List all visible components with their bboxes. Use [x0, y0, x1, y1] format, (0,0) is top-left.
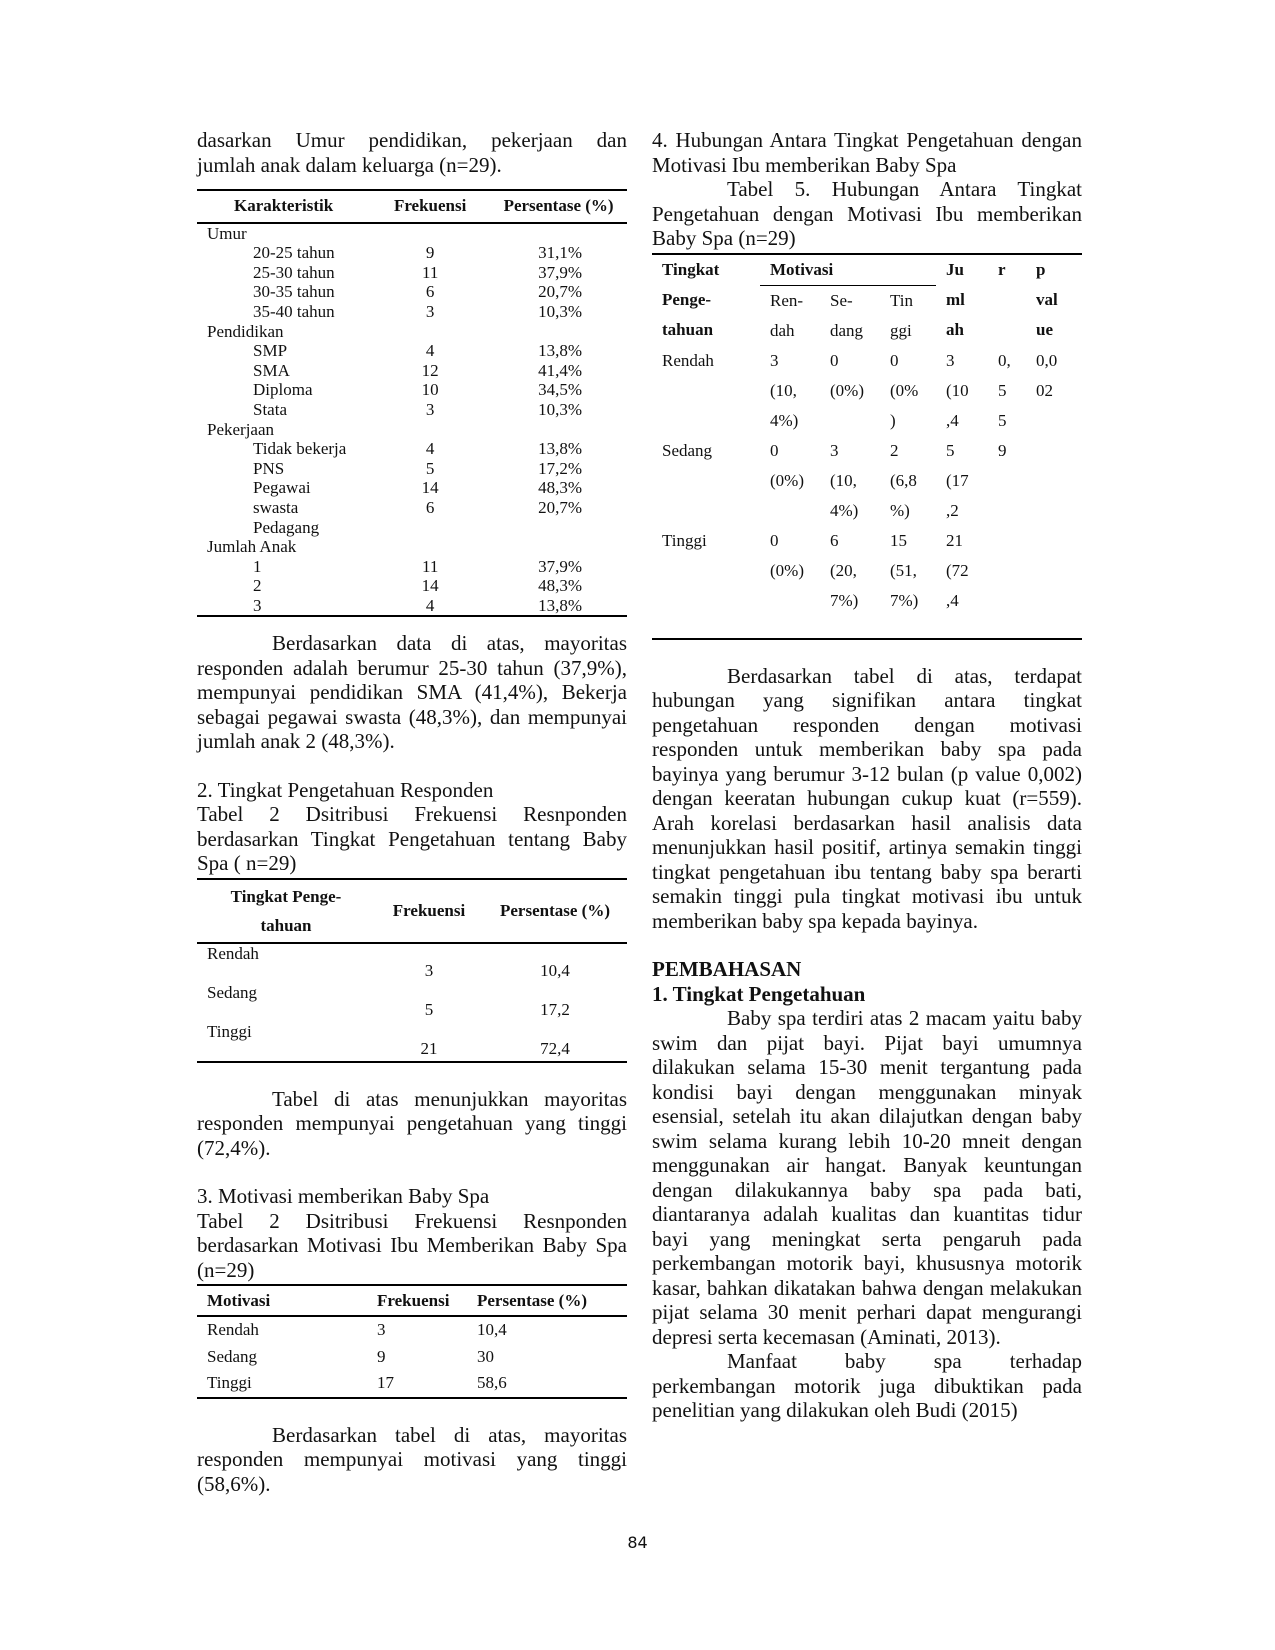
table1-cell-persentase: 17,2%	[538, 458, 583, 478]
table4-sub-rendah-1: Ren-	[770, 290, 804, 310]
table-row	[197, 263, 627, 283]
table-row	[197, 576, 627, 596]
table4-cell-rendah	[760, 436, 820, 526]
table1-cell-frekuensi: 3	[425, 399, 435, 419]
table1-cell-karakteristik: Stata	[253, 399, 287, 419]
table4-cell-tinggi	[880, 526, 936, 639]
table4-cell-tinggi-line: )	[890, 410, 896, 430]
table2-cell-tingkat: Tinggi	[207, 1021, 252, 1041]
table2-cell-persentase: 72,4	[540, 1039, 570, 1059]
table3-cell-frekuensi: 3	[377, 1320, 386, 1340]
table4-cell-jumlah	[936, 526, 988, 639]
table4-header-jumlah-2: ml	[946, 289, 965, 309]
table1-cell-persentase	[490, 518, 627, 538]
table1-group-row	[197, 420, 627, 440]
table4-cell-sedang-line: 4%)	[830, 500, 859, 520]
table1-cell-frekuensi: 11	[421, 556, 439, 576]
table2-body	[197, 943, 627, 1062]
table4-cell-tinggi-line: 0	[890, 350, 899, 370]
table1-cell-persentase: 13,8%	[538, 341, 583, 361]
table1-header-frekuensi: Frekuensi	[370, 190, 490, 223]
table4-sub-sedang-1: Se-	[830, 290, 853, 310]
table4-cell-label: Rendah	[662, 350, 714, 370]
table4-cell-jumlah	[936, 346, 988, 436]
table-row	[197, 557, 627, 577]
table-row	[197, 498, 627, 518]
table4-header-jumlah-3: ah	[946, 319, 964, 339]
table4-cell-sedang-line: (0%)	[830, 380, 864, 400]
table-knowledge	[197, 878, 627, 1063]
table4-cell-rendah-line: 0	[770, 530, 779, 550]
table1-cell-karakteristik: PNS	[253, 458, 285, 478]
table1-group-label: Pekerjaan	[207, 419, 275, 439]
table-row	[197, 478, 627, 498]
table-row	[197, 983, 627, 1022]
table1-group-label: Umur	[207, 223, 247, 243]
table4-header-p-1: p	[1036, 259, 1046, 279]
table4-cell-r-line: 9	[998, 440, 1007, 460]
paragraph-motivation: Berdasarkan tabel di atas, mayoritas responden mempunyai motivasi yang tinggi (58,6%).	[197, 1422, 627, 1496]
table4-cell-sedang-line: (10,	[830, 470, 857, 490]
table1-cell-persentase: 37,9%	[538, 556, 583, 576]
table4-header-tingkat-3: tahuan	[662, 319, 714, 339]
table1-group-row	[197, 322, 627, 342]
table1-cell-frekuensi	[370, 518, 490, 538]
table4-cell-jumlah-line: 5	[946, 440, 955, 460]
table4-cell-tinggi	[880, 346, 936, 436]
table1-cell-karakteristik: Tidak bekerja	[253, 439, 347, 459]
table1-cell-frekuensi: 6	[425, 282, 435, 302]
table-relationship	[652, 253, 1082, 640]
table4-cell-jumlah-line: (72	[946, 560, 969, 580]
table2-header-tingkat-line1: Tingkat Penge-	[230, 886, 342, 906]
table4-cell-tinggi	[880, 436, 936, 526]
table1-cell-karakteristik: 30-35 tahun	[253, 282, 335, 302]
table1-cell-persentase: 10,3%	[538, 301, 583, 321]
table-motivation	[197, 1284, 627, 1398]
table-row	[197, 341, 627, 361]
table1-cell-frekuensi: 4	[425, 341, 435, 361]
table4-header-jumlah-1: Ju	[946, 259, 964, 279]
table1-cell-karakteristik: 35-40 tahun	[253, 301, 335, 321]
table4-cell-tinggi-line: (51,	[890, 560, 917, 580]
table4-cell-sedang	[820, 436, 880, 526]
table4-header-r-1: r	[998, 259, 1006, 279]
table1-group-label: Pendidikan	[207, 321, 284, 341]
table4-cell-label: Tinggi	[662, 530, 707, 550]
table4-cell-r-line: 5	[998, 380, 1007, 400]
table3-cell-persentase: 58,6	[477, 1373, 507, 1393]
table1-cell-karakteristik: 25-30 tahun	[253, 262, 335, 282]
table4-cell-rendah-line: 4%)	[770, 410, 799, 430]
table1-cell-frekuensi: 10	[421, 380, 439, 400]
table4-sub-rendah-2: dah	[770, 320, 795, 340]
table4-cell-p-line: 02	[1036, 380, 1053, 400]
table4-header-motivasi: Motivasi	[760, 254, 936, 286]
table1-cell-frekuensi: 11	[421, 262, 439, 282]
table-row	[197, 380, 627, 400]
table3-body	[197, 1316, 627, 1398]
table1-cell-frekuensi: 12	[421, 360, 439, 380]
table1-cell-frekuensi: 4	[425, 595, 435, 615]
table4-header-p-2: val	[1036, 289, 1058, 309]
table4-sub-tinggi-1: Tin	[890, 290, 914, 310]
table1-cell-persentase: 13,8%	[538, 439, 583, 459]
table2-cell-frekuensi: 21	[420, 1039, 438, 1059]
table4-cell-rendah-line: (10,	[770, 380, 797, 400]
subheading-tingkat-pengetahuan: 1. Tingkat Pengetahuan	[652, 981, 866, 1006]
table4-header-r	[988, 254, 1026, 346]
table4-body	[652, 346, 1082, 639]
table4-cell-jumlah-line: 21	[946, 530, 963, 550]
table1-cell-karakteristik: SMP	[253, 341, 288, 361]
table4-cell-sedang-line: (20,	[830, 560, 857, 580]
table1-cell-frekuensi: 3	[425, 301, 435, 321]
table1-cell-persentase: 41,4%	[538, 360, 583, 380]
table-row	[197, 282, 627, 302]
table1-cell-persentase: 31,1%	[538, 243, 583, 263]
table1-cell-persentase: 20,7%	[538, 282, 583, 302]
table2-cell-tingkat: Sedang	[207, 982, 258, 1002]
table4-header-tingkat-2: Penge-	[662, 289, 712, 309]
table4-cell-label: Sedang	[662, 440, 713, 460]
table1-cell-persentase: 34,5%	[538, 380, 583, 400]
table1-cell-frekuensi: 4	[425, 439, 435, 459]
table-row	[197, 361, 627, 381]
table2-header-frekuensi: Frekuensi	[375, 879, 483, 943]
paragraph-manfaat: Manfaat baby spa terhadap perkembangan motorik juga dibuktikan pada penelitian yang dilakukan oleh Budi (2015)	[652, 1349, 1082, 1422]
section-3-heading: 3. Motivasi memberikan Baby Spa	[197, 1184, 490, 1209]
table4-cell-sedang-line: 3	[830, 440, 839, 460]
table4-cell-sedang-line: 0	[830, 350, 839, 370]
table4-header-jumlah	[936, 254, 988, 346]
section-2-heading: 2. Tingkat Pengetahuan Responden	[197, 777, 494, 802]
page-number: 84	[627, 1533, 648, 1552]
table4-sub-sedang	[820, 285, 880, 346]
table1-cell-karakteristik: 1	[253, 556, 262, 576]
table1-cell-persentase: 37,9%	[538, 262, 583, 282]
table-row	[197, 596, 627, 617]
table3-cell-motivasi: Tinggi	[207, 1373, 252, 1393]
section-4-heading: 4. Hubungan Antara Tingkat Pengetahuan dengan Motivasi Ibu memberikan Baby Spa	[652, 128, 1082, 177]
right-column	[652, 128, 1082, 1423]
table1-group-row	[197, 537, 627, 557]
table1-cell-persentase: 48,3%	[538, 576, 583, 596]
table1-cell-karakteristik: 2	[253, 576, 262, 596]
table-row	[197, 1022, 627, 1062]
table1-cell-frekuensi: 6	[425, 497, 435, 517]
intro-line-2: jumlah anak dalam keluarga (n=29).	[197, 152, 502, 177]
table2-cell-persentase: 17,2	[540, 1000, 570, 1020]
table4-cell-jumlah-line: 3	[946, 350, 955, 370]
table4-cell-sedang-line: 6	[830, 530, 839, 550]
table4-sub-sedang-2: dang	[830, 320, 864, 340]
table3-cell-frekuensi: 17	[377, 1373, 394, 1393]
table4-cell-jumlah	[936, 436, 988, 526]
table4-sub-tinggi-2: ggi	[890, 320, 912, 340]
table2-cell-frekuensi: 5	[424, 1000, 434, 1020]
table1-body	[197, 223, 627, 617]
table1-cell-karakteristik: 20-25 tahun	[253, 243, 335, 263]
table4-cell-p-line: 0,0	[1036, 350, 1058, 370]
table1-group-row	[197, 223, 627, 244]
table4-cell-r	[988, 346, 1026, 639]
table4-header-tingkat-1: Tingkat	[662, 259, 720, 279]
table4-cell-rendah-line: (0%)	[770, 560, 804, 580]
table1-cell-persentase: 48,3%	[538, 478, 583, 498]
table3-cell-motivasi: Sedang	[207, 1346, 258, 1366]
table4-cell-jumlah-line: (10	[946, 380, 969, 400]
table1-header-persentase: Persentase (%)	[490, 190, 627, 223]
table4-cell-jumlah-line: ,2	[946, 500, 959, 520]
table2-cell-frekuensi: 3	[424, 961, 434, 981]
paragraph-baby-spa: Baby spa terdiri atas 2 macam yaitu baby swim dan pijat bayi. Pijat bayi umumnya dilakukan selama 15-30 menit tergantung pada kondisi bayi dengan menggunakan minyak esensial, setelah itu akan dilajutkan dengan baby swim selama kurang lebih 10-20 mneit dengan menggunakan air hangat. Banyak keuntungan dengan dilakukannya baby spa pada bati, diantaranya adalah kualitas dan kuantitas tidur bayi yang meningkat serta pengaruh pada perkembangan motorik bayi, khususnya motorik kasar, bahkan dikatakan bahwa dengan melakukan pijat selama 30 menit perhari dapat mengurangi depresi serta kecemasan (Aminati, 2013).	[652, 1006, 1082, 1349]
pembahasan-heading: PEMBAHASAN	[652, 957, 802, 981]
table-characteristics	[197, 189, 627, 617]
table1-group-label: Jumlah Anak	[207, 537, 297, 557]
table4-cell-sedang	[820, 346, 880, 436]
table4-sub-rendah	[760, 285, 820, 346]
table-row	[652, 346, 1082, 436]
table3-cell-persentase: 10,4	[477, 1320, 507, 1340]
table1-cell-karakteristik: SMA	[253, 360, 290, 380]
table4-cell-rendah-line: 0	[770, 440, 779, 460]
table4-cell-jumlah-line: ,4	[946, 590, 959, 610]
table4-cell-tinggi-line: 2	[890, 440, 899, 460]
table-row	[197, 439, 627, 459]
table4-cell-p	[1026, 346, 1082, 639]
table4-cell-sedang	[820, 526, 880, 639]
table1-cell-persentase: 10,3%	[538, 399, 583, 419]
paragraph-demographics: Berdasarkan data di atas, mayoritas responden adalah berumur 25-30 tahun (37,9%), mempunyai pendidikan SMA (41,4%), Bekerja sebagai pegawai swasta (48,3%), dan mempunyai jumlah anak 2 (48,3%).	[197, 631, 627, 754]
table-5-caption: Tabel 5. Hubungan Antara Tingkat Pengetahuan dengan Motivasi Ibu memberikan Baby Spa (n=29)	[652, 177, 1082, 250]
table-row	[197, 1370, 627, 1398]
table4-cell-jumlah-line: ,4	[946, 410, 959, 430]
table2-cell-tingkat: Rendah	[207, 943, 259, 963]
table2-cell-persentase: 10,4	[540, 961, 570, 981]
table1-cell-persentase: 13,8%	[538, 595, 583, 615]
table1-cell-karakteristik: Pedagang	[253, 517, 320, 537]
paragraph-knowledge: Tabel di atas menunjukkan mayoritas responden mempunyai pengetahuan yang tinggi (72,4%).	[197, 1086, 627, 1160]
table1-cell-persentase: 20,7%	[538, 497, 583, 517]
table1-cell-frekuensi: 14	[421, 478, 439, 498]
table-row	[197, 400, 627, 420]
table4-cell-tinggi-line: (0%	[890, 380, 919, 400]
table1-header-karakteristik: Karakteristik	[197, 190, 370, 223]
table4-cell-r-line: 5	[998, 410, 1007, 430]
table4-sub-tinggi	[880, 285, 936, 346]
table-2-caption: Tabel 2 Dsitribusi Frekuensi Resnponden berdasarkan Tingkat Pengetahuan tentang Baby Spa ( n=29)	[197, 802, 627, 876]
table3-cell-persentase: 30	[477, 1346, 494, 1366]
table3-header-frekuensi: Frekuensi	[367, 1285, 467, 1316]
table-row	[197, 518, 627, 538]
table1-cell-frekuensi: 5	[425, 458, 435, 478]
table-row	[197, 459, 627, 479]
table4-cell-tinggi-line: 7%)	[890, 590, 919, 610]
table-row	[197, 943, 627, 983]
table4-cell-rendah-line: (0%)	[770, 470, 804, 490]
table4-cell-tinggi-line: 15	[890, 530, 907, 550]
table1-cell-frekuensi: 9	[425, 243, 435, 263]
table1-cell-karakteristik: swasta	[253, 497, 299, 517]
table-row	[197, 1316, 627, 1344]
table2-header-tingkat-line2: tahuan	[260, 915, 312, 935]
table-row	[197, 1344, 627, 1371]
left-column	[197, 128, 627, 1496]
table1-cell-frekuensi: 14	[421, 576, 439, 596]
table4-cell-r-line: 0,	[998, 350, 1011, 370]
table4-cell-rendah	[760, 346, 820, 436]
table4-header-tingkat	[652, 254, 760, 346]
table4-header-p-3: ue	[1036, 319, 1053, 339]
table3-header-motivasi: Motivasi	[197, 1285, 367, 1316]
table4-cell-tinggi-line: %)	[890, 500, 910, 520]
intro-line-1: dasarkan Umur pendidikan, pekerjaan dan	[197, 128, 627, 152]
table4-cell-sedang-line: 7%)	[830, 590, 859, 610]
table2-header-tingkat	[197, 879, 375, 943]
paragraph-relationship: Berdasarkan tabel di atas, terdapat hubungan yang signifikan antara tingkat pengetahuan responden dengan motivasi responden untuk memberikan baby spa pada bayinya yang berumur 3-12 bulan (p value 0,002) dengan keeratan hubungan cukup kuat (r=559). Arah korelasi berdasarkan hasil analisis data menunjukkan hasil positif, artinya semakin tinggi tingkat pengetahuan ibu tentang baby spa berarti semakin tinggi pula tingkat motivasi ibu untuk memberikan baby spa kepada bayinya.	[652, 663, 1082, 933]
table4-cell-tinggi-line: (6,8	[890, 470, 917, 490]
table4-cell-rendah	[760, 526, 820, 639]
table4-header-p	[1026, 254, 1082, 346]
table-row	[197, 302, 627, 322]
table4-cell-rendah-line: 3	[770, 350, 779, 370]
table-row	[197, 243, 627, 263]
table3-cell-motivasi: Rendah	[207, 1320, 259, 1340]
table4-cell-jumlah-line: (17	[946, 470, 969, 490]
table3-cell-frekuensi: 9	[377, 1346, 386, 1366]
table1-cell-karakteristik: Pegawai	[253, 478, 311, 498]
table-3-caption: Tabel 2 Dsitribusi Frekuensi Resnponden berdasarkan Motivasi Ibu Memberikan Baby Spa (n=29)	[197, 1208, 627, 1282]
table2-header-persentase: Persentase (%)	[483, 879, 627, 943]
table1-cell-karakteristik: Diploma	[253, 380, 313, 400]
table3-header-persentase: Persentase (%)	[467, 1285, 627, 1316]
table1-cell-karakteristik: 3	[253, 595, 262, 615]
